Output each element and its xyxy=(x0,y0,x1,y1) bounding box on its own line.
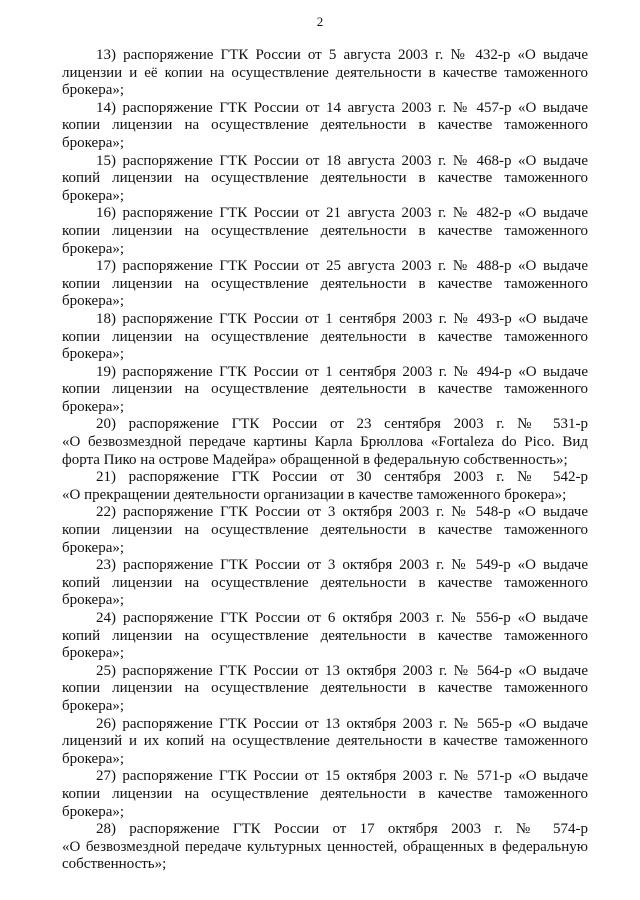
list-item-line: 22) распоряжение ГТК России от 3 октября 2003 г. № 548-р «О выдаче xyxy=(96,504,588,521)
list-item-line: копии лицензии на осуществление деятельности в качестве таможенного xyxy=(62,275,588,292)
list-item-line: 13) распоряжение ГТК России от 5 августа 2003 г. № 432-р «О выдаче xyxy=(96,47,588,63)
list-item-line: 24) распоряжение ГТК России от 6 октября 2003 г. № 556-р «О выдаче xyxy=(96,610,588,626)
list-item-line: 18) распоряжение ГТК России от 1 сентября 2003 г. № 493-р «О выдаче xyxy=(96,310,588,327)
list-item-line: копий лицензии на осуществление деятельности в качестве таможенного xyxy=(62,170,588,187)
list-item-line: брокера»; xyxy=(62,645,125,662)
list-item xyxy=(62,610,588,663)
list-item xyxy=(62,311,588,364)
list-item-line: копии лицензии на осуществление деятельности в качестве таможенного xyxy=(62,328,588,345)
list-item-line: «О прекращении деятельности организации в качестве таможенного брокера»; xyxy=(62,486,567,503)
order-list xyxy=(62,47,588,874)
list-item-line: форта Пико на острове Мадейра» обращенной в федеральную собственность»; xyxy=(62,451,568,468)
list-item-line: 14) распоряжение ГТК России от 14 августа 2003 г. № 457-р «О выдаче xyxy=(96,99,588,116)
list-item-line: 27) распоряжение ГТК России от 15 октября 2003 г. № 571-р «О выдаче xyxy=(96,768,588,785)
list-item-line: 21) распоряжение ГТК России от 30 сентября 2003 г. № 542-р xyxy=(96,469,588,486)
list-item-line: брокера»; xyxy=(62,346,125,363)
list-item-line: брокера»; xyxy=(62,82,125,99)
list-item-line: брокера»; xyxy=(62,592,125,609)
list-item-line: 25) распоряжение ГТК России от 13 октября 2003 г. № 564-р «О выдаче xyxy=(96,662,588,679)
list-item-line: копии лицензии на осуществление деятельности в качестве таможенного xyxy=(62,522,588,539)
list-item xyxy=(62,258,588,311)
list-item-line: 28) распоряжение ГТК России от 17 октября 2003 г. № 574-р xyxy=(96,821,588,838)
list-item-line: копии лицензии на осуществление деятельности в качестве таможенного xyxy=(62,381,588,398)
list-item-line: брокера»; xyxy=(62,134,125,151)
list-item xyxy=(62,768,588,821)
page-number: 2 xyxy=(316,14,324,29)
list-item-line: копии лицензии на осуществление деятельности в качестве таможенного xyxy=(62,117,588,134)
list-item-line: брокера»; xyxy=(62,750,125,767)
list-item-line: копий лицензии на осуществление деятельности в качестве таможенного xyxy=(62,627,588,644)
list-item xyxy=(62,663,588,716)
list-item-line: лицензий и их копий на осуществление деятельности в качестве таможенного xyxy=(62,733,588,750)
list-item-line: 23) распоряжение ГТК России от 3 октября 2003 г. № 549-р «О выдаче xyxy=(96,557,588,574)
list-item-line: 15) распоряжение ГТК России от 18 августа 2003 г. № 468-р «О выдаче xyxy=(96,152,588,169)
list-item-line: лицензии и её копии на осуществление деятельности в качестве таможенного xyxy=(62,64,588,81)
list-item-line: собственность»; xyxy=(62,856,167,873)
list-item-line: брокера»; xyxy=(62,697,125,714)
list-item-line: брокера»; xyxy=(62,539,125,556)
list-item xyxy=(62,205,588,258)
list-item xyxy=(62,469,588,504)
list-item xyxy=(62,153,588,206)
list-item-line: брокера»; xyxy=(62,803,125,820)
list-item-line: «О безвозмездной передаче культурных ценностей, обращенных в федеральную xyxy=(62,838,588,855)
list-item xyxy=(62,47,588,100)
list-item xyxy=(62,416,588,469)
list-item-line: 16) распоряжение ГТК России от 21 августа 2003 г. № 482-р «О выдаче xyxy=(96,205,588,222)
list-item-line: брокера»; xyxy=(62,293,125,310)
list-item-line: копии лицензии на осуществление деятельности в качестве таможенного xyxy=(62,680,588,697)
list-item-line: копии лицензии на осуществление деятельности в качестве таможенного xyxy=(62,785,588,802)
list-item xyxy=(62,557,588,610)
list-item xyxy=(62,364,588,417)
list-item-line: 17) распоряжение ГТК России от 25 августа 2003 г. № 488-р «О выдаче xyxy=(96,258,588,275)
list-item-line: 26) распоряжение ГТК России от 13 октября 2003 г. № 565-р «О выдаче xyxy=(96,715,588,732)
list-item-line: копий лицензии на осуществление деятельности в качестве таможенного xyxy=(62,574,588,591)
list-item xyxy=(62,100,588,153)
list-item-line: копии лицензии на осуществление деятельности в качестве таможенного xyxy=(62,222,588,239)
list-item-line: брокера»; xyxy=(62,240,125,257)
list-item xyxy=(62,821,588,874)
list-item-line: брокера»; xyxy=(62,398,125,415)
list-item-line: 20) распоряжение ГТК России от 23 сентября 2003 г. № 531-р xyxy=(96,416,588,433)
list-item-line: «О безвозмездной передаче картины Карла Брюллова «Fortaleza do Pico. Вид xyxy=(62,434,588,451)
list-item xyxy=(62,716,588,769)
list-item-line: 19) распоряжение ГТК России от 1 сентября 2003 г. № 494-р «О выдаче xyxy=(96,363,588,380)
list-item-line: брокера»; xyxy=(62,187,125,204)
list-item xyxy=(62,504,588,557)
